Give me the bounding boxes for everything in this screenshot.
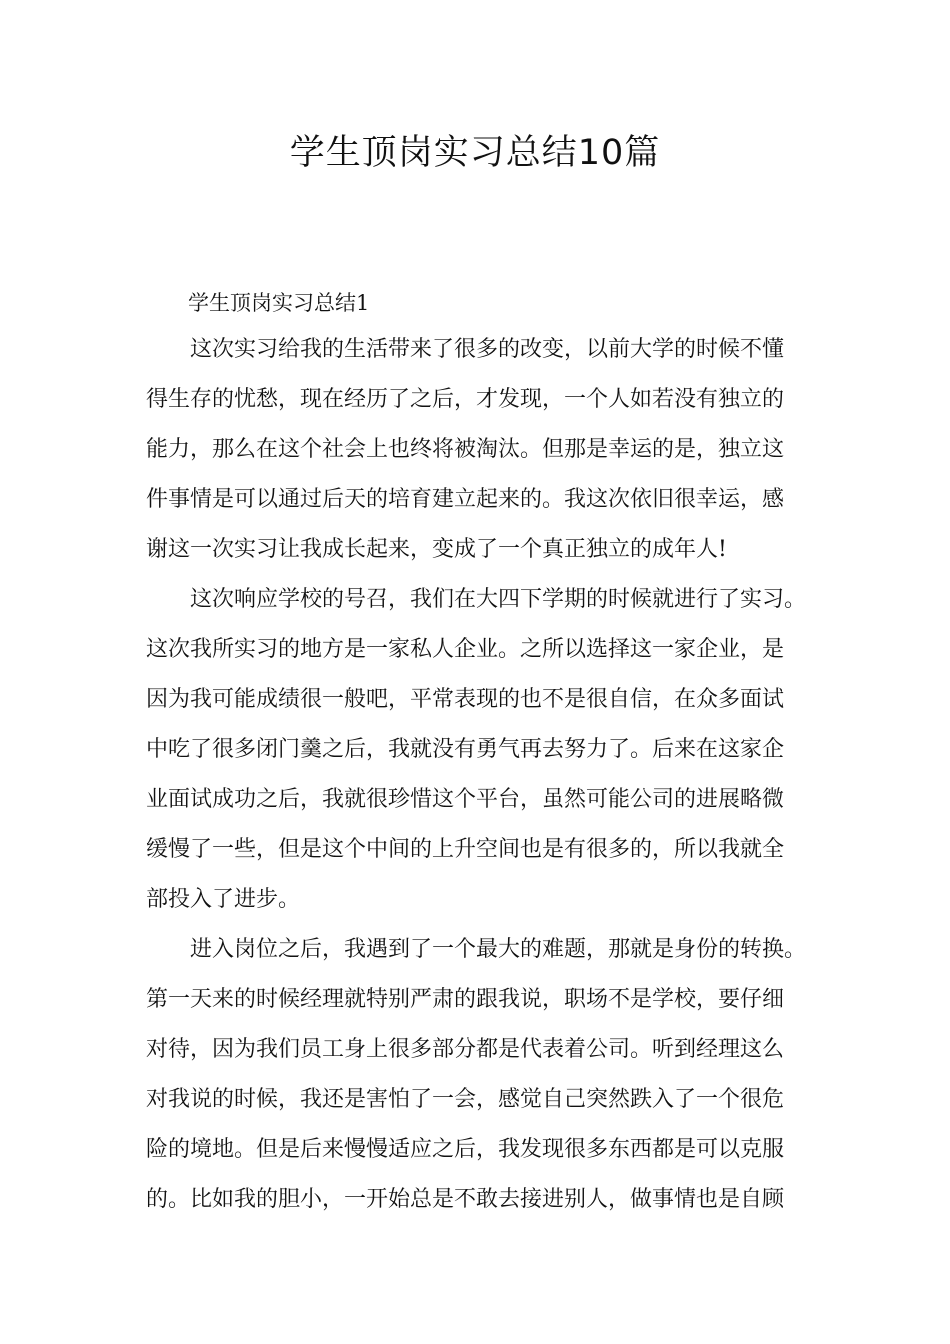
paragraph-1 — [146, 325, 822, 575]
text-line: 能力，那么在这个社会上也终将被淘汰。但那是幸运的是，独立这 — [146, 437, 785, 462]
text-line: 进入岗位之后，我遇到了一个最大的难题，那就是身份的转换。 — [190, 937, 807, 962]
text-line: 因为我可能成绩很一般吧，平常表现的也不是很自信，在众多面试 — [146, 687, 785, 712]
text-line: 业面试成功之后，我就很珍惜这个平台，虽然可能公司的进展略微 — [146, 787, 785, 812]
text-line: 险的境地。但是后来慢慢适应之后，我发现很多东西都是可以克服 — [146, 1137, 785, 1162]
paragraph-3 — [146, 925, 822, 1225]
text-line: 中吃了很多闭门羹之后，我就没有勇气再去努力了。后来在这家企 — [146, 737, 785, 762]
text-line: 缓慢了一些，但是这个中间的上升空间也是有很多的，所以我就全 — [146, 837, 785, 862]
document-title: 学生顶岗实习总结10篇 — [289, 133, 661, 173]
text-line: 对待，因为我们员工身上很多部分都是代表着公司。听到经理这么 — [146, 1037, 785, 1062]
document-body — [146, 285, 822, 1225]
text-line: 这次实习给我的生活带来了很多的改变，以前大学的时候不懂 — [190, 337, 785, 362]
text-line: 第一天来的时候经理就特别严肃的跟我说，职场不是学校，要仔细 — [146, 987, 785, 1012]
text-line: 件事情是可以通过后天的培育建立起来的。我这次依旧很幸运，感 — [146, 487, 785, 512]
text-line: 这次我所实习的地方是一家私人企业。之所以选择这一家企业，是 — [146, 637, 785, 662]
text-line: 谢这一次实习让我成长起来，变成了一个真正独立的成年人! — [146, 537, 727, 562]
text-line: 的。比如我的胆小，一开始总是不敢去接进别人，做事情也是自顾 — [146, 1187, 785, 1212]
text-line: 部投入了进步。 — [146, 887, 301, 912]
section-heading: 学生顶岗实习总结1 — [188, 291, 370, 315]
text-line: 得生存的忧愁，现在经历了之后，才发现，一个人如若没有独立的 — [146, 387, 785, 412]
text-line: 这次响应学校的号召，我们在大四下学期的时候就进行了实习。 — [190, 587, 807, 612]
paragraph-2 — [146, 575, 822, 925]
text-line: 对我说的时候，我还是害怕了一会，感觉自己突然跌入了一个很危 — [146, 1087, 785, 1112]
